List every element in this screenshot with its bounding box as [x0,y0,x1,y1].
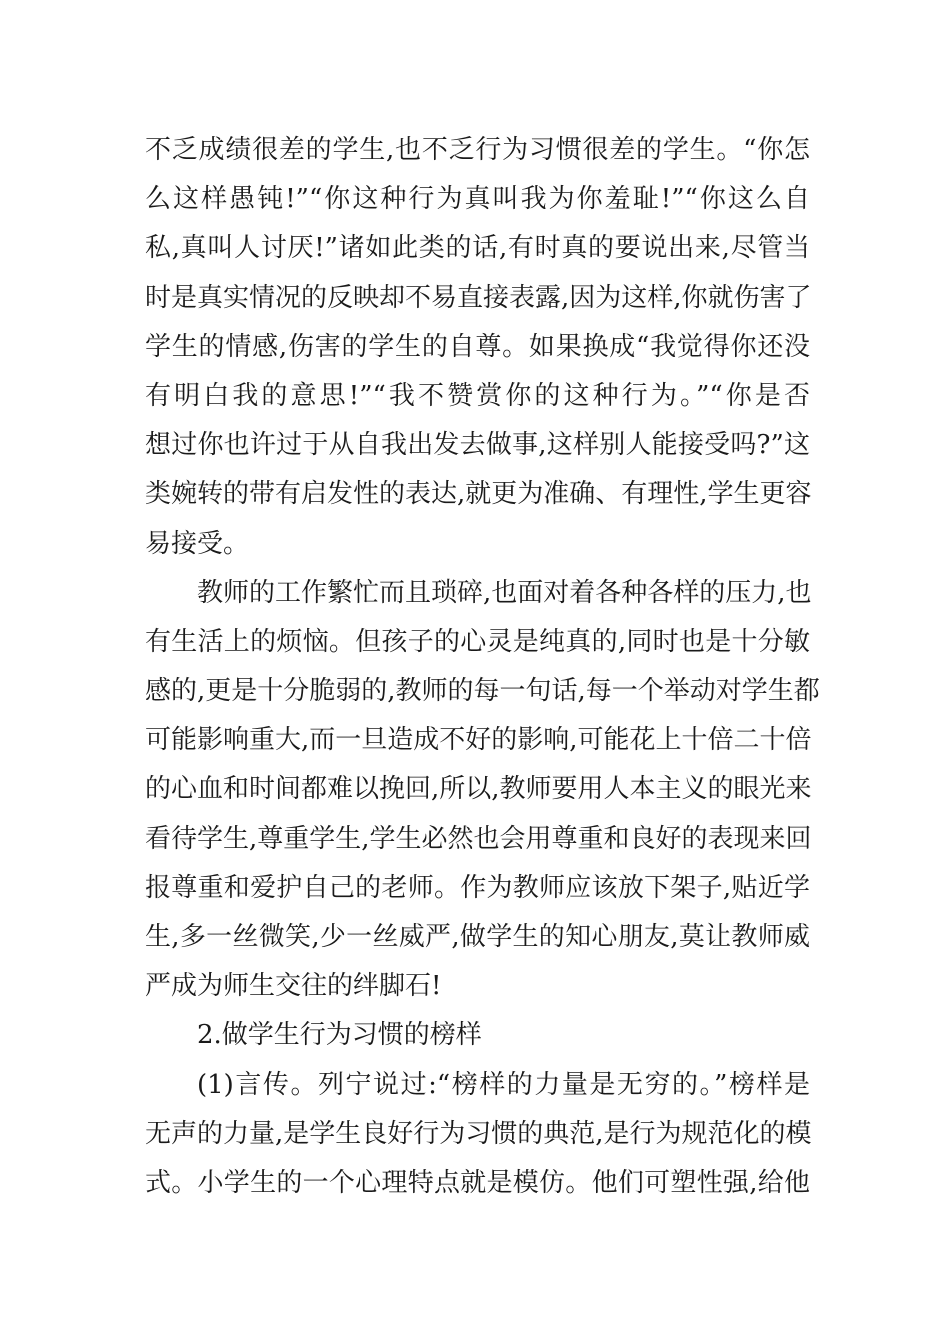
text-line: 感的,更是十分脆弱的,教师的每一句话,每一个举动对学生都 [145,676,820,707]
text-line: 时是真实情况的反映却不易直接表露,因为这样,你就伤害了 [145,282,812,313]
text-line: 想过你也许过于从自我出发去做事,这样别人能接受吗?”这 [145,430,810,461]
text-line: 有生活上的烦恼。但孩子的心灵是纯真的,同时也是十分敏 [145,626,810,657]
text-line: 无声的力量,是学生良好行为习惯的典范,是行为规范化的模 [145,1118,812,1149]
section-heading: 2.做学生行为习惯的榜样 [197,1020,482,1051]
text-line: 的心血和时间都难以挽回,所以,教师要用人本主义的眼光来 [145,774,812,805]
text-line: 私,真叫人讨厌!”诸如此类的话,有时真的要说出来,尽管当 [145,233,810,264]
text-line: 么这样愚钝!”“你这种行为真叫我为你羞耻!”“你这么自 [145,184,810,215]
text-line: 报尊重和爱护自己的老师。作为教师应该放下架子,贴近学 [145,872,810,903]
text-line: 不乏成绩很差的学生,也不乏行为习惯很差的学生。“你怎 [145,135,810,165]
text-line: 学生的情感,伤害的学生的自尊。如果换成“我觉得你还没 [145,331,810,362]
text-line: 式。小学生的一个心理特点就是模仿。他们可塑性强,给他 [145,1167,810,1198]
text-line: 易接受。 [145,528,250,559]
text-line: 生,多一丝微笑,少一丝威严,做学生的知心朋友,莫让教师威 [145,922,810,952]
text-line: 类婉转的带有启发性的表达,就更为准确、有理性,学生更容 [145,479,812,510]
text-line: 严成为师生交往的绊脚石! [145,971,442,1002]
text-line: 有明白我的意思!”“我不赞赏你的这种行为。”“你是否 [145,380,810,411]
text-line: 可能影响重大,而一旦造成不好的影响,可能花上十倍二十倍 [145,725,812,756]
paragraph-first-line: 教师的工作繁忙而且琐碎,也面对着各种各样的压力,也 [197,577,812,608]
text-line: 看待学生,尊重学生,学生必然也会用尊重和良好的表现来回 [145,823,812,854]
paragraph-first-line: (1)言传。列宁说过:“榜样的力量是无穷的。”榜样是 [197,1069,810,1100]
document-body [145,126,820,1208]
